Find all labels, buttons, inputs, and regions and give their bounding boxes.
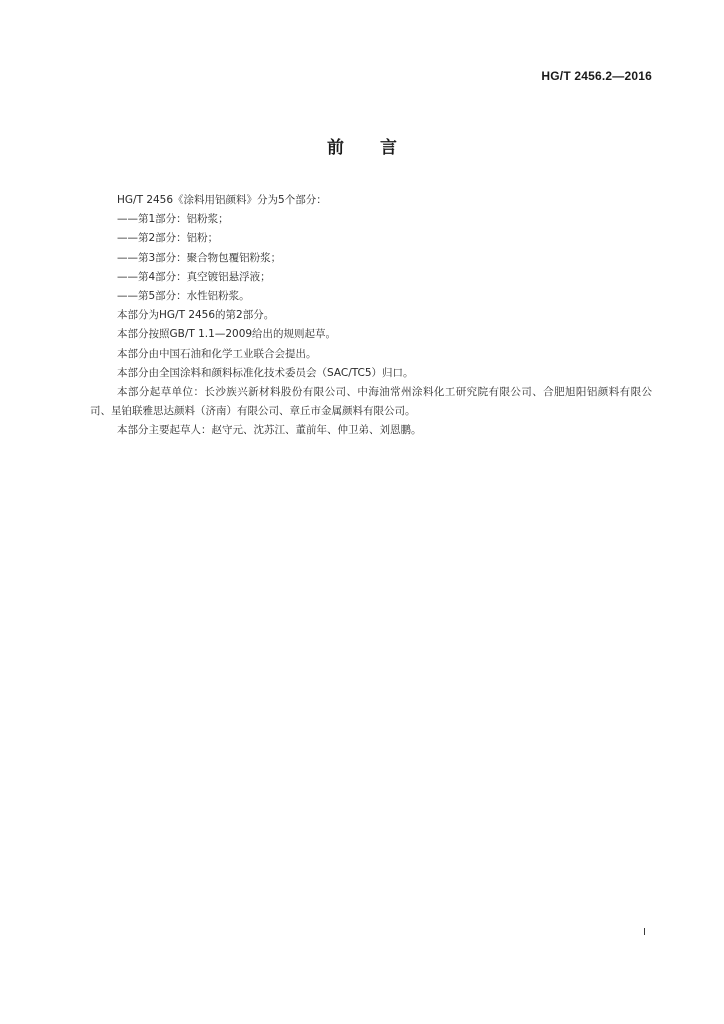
standard-code: HG/T 2456.2—2016 <box>541 69 652 83</box>
foreword-body <box>90 191 652 441</box>
administered-by-paragraph: 本部分由全国涂料和颜料标准化技术委员会（SAC/TC5）归口。 <box>117 366 414 379</box>
list-item: ——第5部分：水性铝粉浆。 <box>117 290 250 303</box>
part-of-paragraph: 本部分为HG/T 2456的第2部分。 <box>117 309 275 322</box>
list-item: ——第3部分：聚合物包覆铝粉浆； <box>117 251 282 264</box>
page-title: 前言 <box>327 138 433 158</box>
list-item: ——第1部分：铝粉浆； <box>117 213 229 226</box>
drafting-units-paragraph: 本部分起草单位：长沙族兴新材料股份有限公司、中海油常州涂料化工研究院有限公司、合肥旭阳铝颜料有限公司、星铂联雅思达颜料（济南）有限公司、章丘市金属颜料有限公司。 <box>90 386 652 418</box>
list-item: ——第4部分：真空镀铝悬浮液； <box>117 270 271 283</box>
proposed-by-paragraph: 本部分由中国石油和化学工业联合会提出。 <box>117 347 317 360</box>
drafting-rules-paragraph: 本部分按照GB/T 1.1—2009给出的规则起草。 <box>117 328 337 341</box>
drafters-paragraph: 本部分主要起草人：赵守元、沈苏江、董前年、仲卫弟、刘恩鹏。 <box>117 424 422 437</box>
list-item: ——第2部分：铝粉； <box>117 232 219 245</box>
page-number: I <box>643 927 646 938</box>
intro-paragraph: HG/T 2456《涂料用铝颜料》分为5个部分： <box>117 194 327 206</box>
